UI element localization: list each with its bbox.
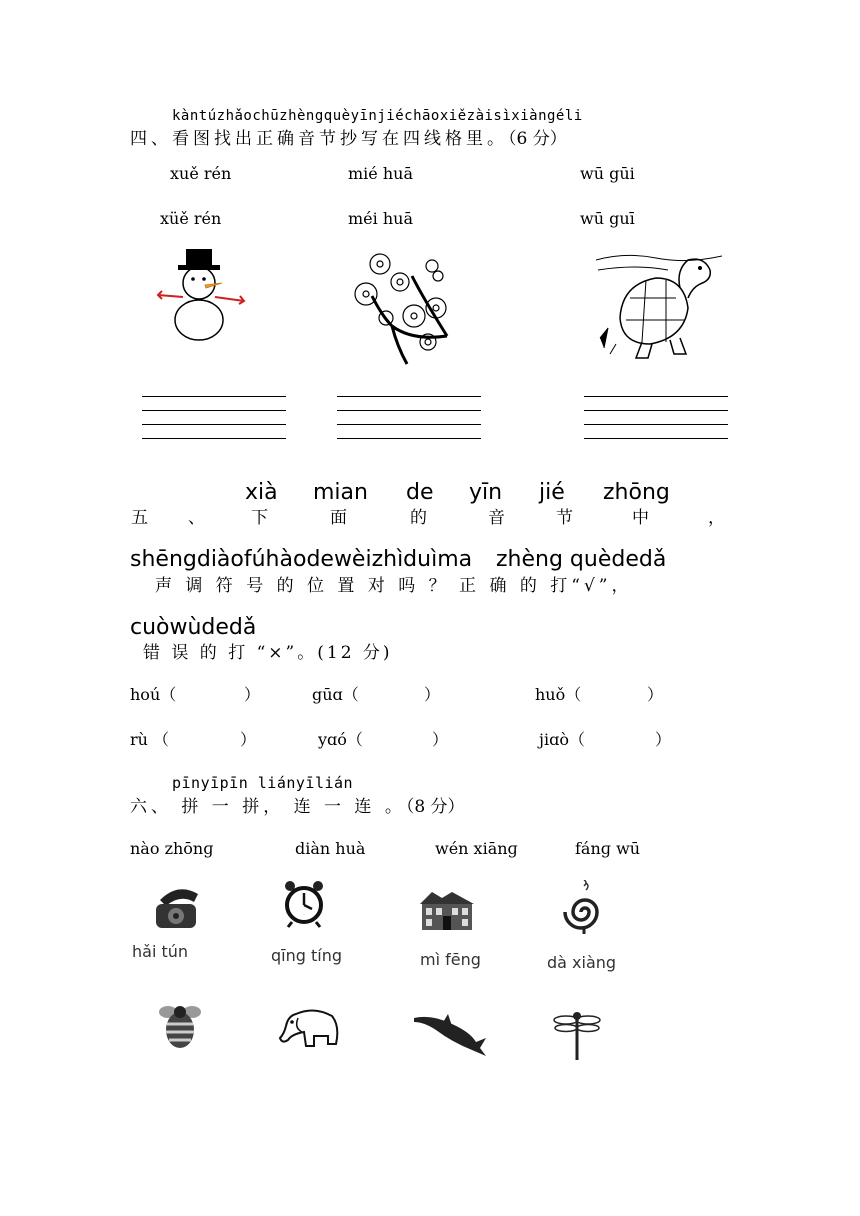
plum-blossom-icon <box>352 246 464 368</box>
option-snowman-1: xuě rén <box>170 164 232 183</box>
section5-pinyin-6: zhōng <box>603 480 670 505</box>
tone-item-4-close: ） <box>240 730 257 749</box>
section5-pinyin-1: xià <box>245 480 278 505</box>
tone-item-5-close: ） <box>432 730 449 749</box>
section5-pinyin-line3: cuòwùdedǎ <box>130 615 257 640</box>
option-plum-2: méi huā <box>348 209 413 228</box>
section5-char-1: 五 <box>131 508 154 528</box>
section5-char-3: 下 <box>251 508 274 528</box>
tone-item-2: gūɑ（ <box>312 685 359 704</box>
option-turtle-2: wū guī <box>580 209 635 228</box>
section5-chars-line2: 声 调 符 号 的 位 置 对 吗 ？ 正 确 的 打“√”， <box>155 576 633 596</box>
telephone-icon <box>150 880 206 930</box>
tone-item-6-close: ） <box>655 730 672 749</box>
turtle-icon <box>596 248 722 366</box>
section5-chars-line3: 错 误 的 打 “×”。(12 分) <box>143 643 393 663</box>
elephant-icon <box>274 1004 342 1052</box>
section4-title: 四、看图找出正确音节抄写在四线格里。（6 分） <box>130 129 567 149</box>
word-3: wén xiānɡ <box>435 839 518 858</box>
dragonfly-icon <box>552 1010 602 1062</box>
writing-lines-2[interactable] <box>337 396 481 452</box>
section5-char-8: 中 <box>632 508 655 528</box>
word-1: nào zhōnɡ <box>130 839 214 858</box>
section5-char-7: 节 <box>556 508 579 528</box>
picture-label-2: qīng tíng <box>271 946 342 965</box>
tone-item-1-close: ） <box>244 685 261 704</box>
section5-char-4: 面 <box>330 508 353 528</box>
section5-pinyin-3: de <box>406 480 434 505</box>
writing-lines-1[interactable] <box>142 396 286 452</box>
picture-label-4: dà xiàng <box>547 953 617 972</box>
section5-char-9: ， <box>708 508 731 528</box>
writing-lines-3[interactable] <box>584 396 728 452</box>
section5-pinyin-4: yīn <box>469 480 503 505</box>
bee-icon <box>156 1000 204 1052</box>
section5-pinyin-line2a: shēngdiàofúhàodewèizhìduìma <box>130 547 473 572</box>
section5-pinyin-2: mian <box>313 480 368 505</box>
tone-item-3: huǒ（ <box>535 685 582 704</box>
tone-item-3-close: ） <box>647 685 664 704</box>
section5-pinyin-line2b: zhèng quèdedǎ <box>496 547 667 572</box>
section5-char-5: 的 <box>410 508 433 528</box>
tone-item-5: yɑó（ <box>318 730 363 749</box>
option-snowman-2: xüě rén <box>160 209 222 228</box>
tone-item-1: hoú（ <box>130 685 177 704</box>
section6-pinyin: pīnyīpīn liányīlián <box>172 774 354 792</box>
section4-pinyin: kàntúzhǎochūzhèngquèyīnjiéchāoxiězàisìxiàngéli <box>172 108 583 124</box>
tone-item-6: jiɑò（ <box>539 730 585 749</box>
tone-item-2-close: ） <box>424 685 441 704</box>
word-2: diàn huà <box>295 839 366 858</box>
alarm-clock-icon <box>282 878 326 928</box>
section6-title: 六、 拼 一 拼， 连 一 连 。（8 分） <box>130 797 465 817</box>
house-icon <box>418 888 476 932</box>
word-4: fánɡ wū <box>575 839 641 858</box>
picture-label-3: mì fēng <box>420 950 481 969</box>
tone-item-4: rù （ <box>130 730 170 749</box>
dolphin-icon <box>412 1008 488 1058</box>
mosquito-coil-icon <box>560 880 610 936</box>
picture-label-1: hǎi tún <box>132 942 189 961</box>
option-plum-1: mié huā <box>348 164 413 183</box>
section5-pinyin-5: jié <box>539 480 565 505</box>
section5-char-2: 、 <box>188 508 211 528</box>
option-turtle-1: wū gūi <box>580 164 635 183</box>
snowman-icon <box>150 245 250 345</box>
section5-char-6: 音 <box>488 508 511 528</box>
